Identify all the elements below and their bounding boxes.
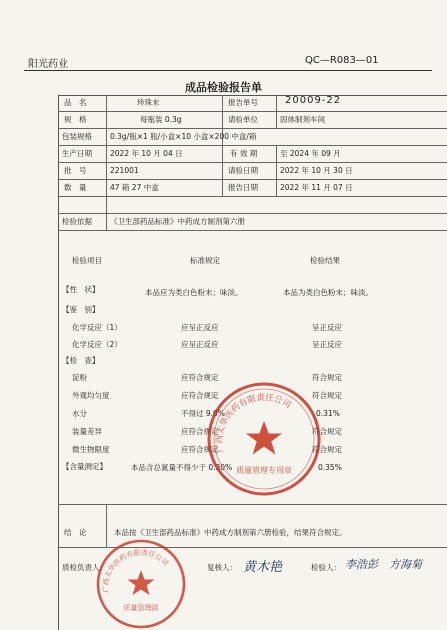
pack-label: 包装规格 [62,132,92,141]
document-code: QC—R083—01 [305,55,379,66]
qty-value: 47 箱 27 中盒 [110,183,159,192]
expiry-value: 至 2024 年 09 月 [280,149,341,158]
row-divider [58,213,447,214]
quality-dept-seal-stamp [95,538,187,630]
row-divider [58,145,447,146]
check-row-5-res: 符合规定 [312,445,342,454]
batch-label: 批 号 [64,166,87,175]
inspector-label: 检验人： [311,563,341,572]
basis-value: 《卫生部药品标准》中药成方制剂第六册 [110,217,245,226]
req-date-value: 2022 年 10 月 30 日 [280,166,353,175]
check-row-3-item: 水分 [72,409,87,418]
header-rule [24,70,432,71]
identify-row-2-res: 呈正反应 [312,340,342,349]
svg-text:广西太华医药有限责任公司: 广西太华医药有限责任公司 [214,393,293,453]
spec-value: 每瓶装 0.3g [140,115,182,124]
row-divider [58,179,447,180]
report-date-value: 2022 年 11 月 07 日 [280,183,353,192]
traits-standard: 本品应为类白色粉末；味淡。 [145,288,243,297]
report-no-label: 报告单号 [228,98,258,107]
check-row-2-std: 应符合规定 [181,391,219,400]
svg-text:质量管理专用章: 质量管理专用章 [236,466,292,475]
basis-label: 检验依据 [62,217,92,226]
section-check: 【检 查】 [62,356,100,365]
col-head-item: 检验项目 [72,256,102,265]
inspector-signature: 李浩彭 方海菊 [345,558,422,571]
svg-text:广西太华医药有限责任公司: 广西太华医药有限责任公司 [101,548,170,593]
identify-row-2-std: 应呈正反应 [181,340,219,349]
dept-value: 固体制剂车间 [280,115,325,124]
check-row-1-item: 淀粉 [72,373,87,382]
dept-label: 请验单位 [228,115,258,124]
qty-label: 数 量 [64,183,87,192]
report-no-value: 20009-22 [285,95,342,106]
prod-date-label: 生产日期 [62,149,92,158]
req-date-label: 请验日期 [228,166,258,175]
reviewer-signature: 黄木艳 [243,560,283,575]
svg-text:质量管理部: 质量管理部 [123,604,159,612]
qa-label: 质检负责人： [62,563,107,572]
conclusion-label: 结 论 [64,528,87,537]
row-divider [58,196,447,197]
quality-seal-stamp [206,381,322,497]
check-row-4-std: 应符合规定 [181,427,219,436]
check-row-4-res: 符合规定 [312,427,342,436]
col-head-standard: 标准规定 [190,256,220,265]
pack-value: 0.3g/瓶×1 瓶/小盒×10 小盒×200 中盒/箱 [110,132,257,141]
content-standard: 本品含总氮量不得少于 0.30% [131,463,233,472]
traits-result: 本品为类白色粉末；味淡。 [283,288,373,297]
section-identify: 【鉴 别】 [62,305,100,314]
check-row-3-std: 不得过 9.0% [181,409,225,418]
report-title: 成品检验报告单 [185,81,262,94]
name-label: 品 名 [64,98,87,107]
identify-row-1-std: 应呈正反应 [181,323,219,332]
reviewer-label: 复核人： [207,563,237,572]
conclusion-text: 本品按《卫生部药品标准》中药成方制剂第六册检验，结果符合规定。 [114,528,347,537]
section-traits: 【性 状】 [62,285,100,294]
check-row-1-std: 应符合规定 [181,373,219,382]
prod-date-value: 2022 年 10 月 04 日 [110,149,183,158]
identify-row-2-item: 化学反应（2） [72,340,122,349]
col-divider [222,95,223,196]
row-divider [58,128,447,129]
report-date-label: 报告日期 [228,183,258,192]
row-divider [58,162,447,163]
col-divider [276,145,277,196]
content-result: 0.35% [318,463,342,472]
name-value: 珍珠末 [137,98,160,107]
expiry-label: 有 效 期 [230,149,258,158]
row-divider [58,230,447,231]
company-name: 阳光药业 [28,59,68,70]
row-divider [58,111,447,112]
check-row-2-res: 符合规定 [312,391,342,400]
col-head-result: 检验结果 [310,256,340,265]
check-row-5-item: 微生物限度 [72,445,110,454]
check-row-5-std: 应符合规定 [181,445,219,454]
section-content: 【含量测定】 [62,462,107,471]
col-divider [276,95,277,128]
check-row-1-res: 符合规定 [312,373,342,382]
spec-label: 规 格 [64,115,87,124]
identify-row-1-res: 呈正反应 [312,323,342,332]
check-row-2-item: 外观均匀度 [72,391,110,400]
row-divider [58,504,447,505]
identify-row-1-item: 化学反应（1） [72,323,122,332]
check-row-3-res: 0.31% [316,409,340,418]
batch-value: 221001 [110,166,139,175]
check-row-4-item: 装量差异 [72,427,102,436]
col-divider [106,95,107,230]
